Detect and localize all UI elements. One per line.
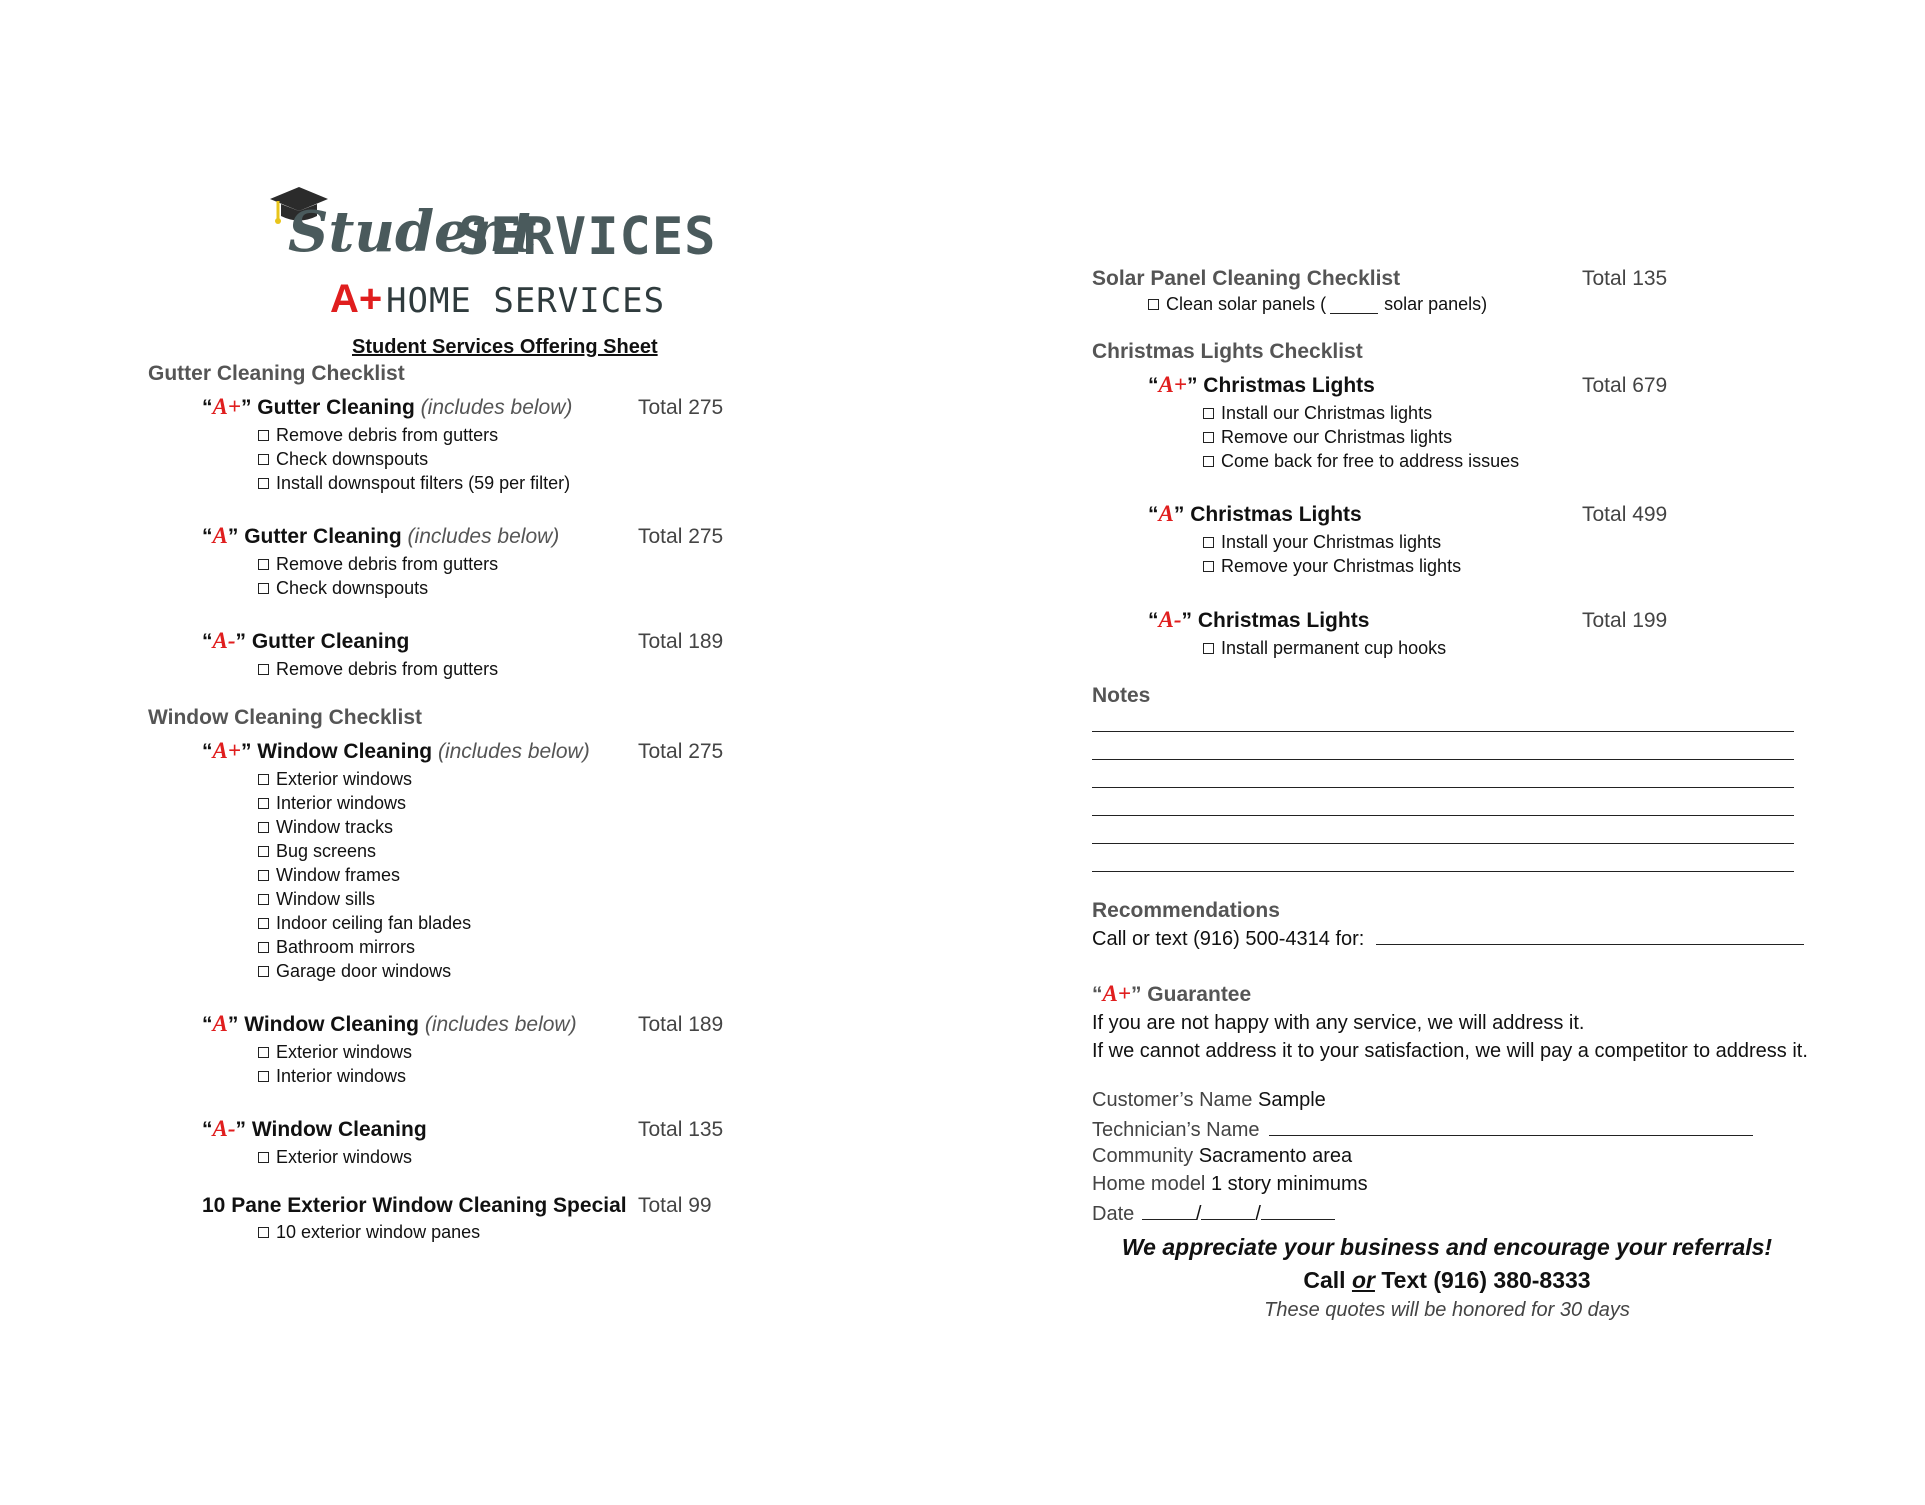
appreciation-line: We appreciate your business and encourage your referrals! bbox=[1121, 1234, 1773, 1260]
gutter-aminus-total: Total 189 bbox=[638, 630, 724, 653]
service-name: Gutter Cleaning bbox=[257, 396, 415, 419]
service-name: Gutter Cleaning bbox=[244, 525, 402, 548]
window-special-total: Total 99 bbox=[638, 1194, 712, 1217]
checklist-item[interactable] bbox=[258, 817, 393, 838]
guarantee-line-1: If you are not happy with any service, we will address it. bbox=[1092, 1012, 1585, 1034]
call-text-line bbox=[1092, 1267, 1802, 1294]
customer-name-value[interactable]: Sample bbox=[1257, 1089, 1326, 1111]
grade-mark: A bbox=[212, 1011, 228, 1036]
gutter-aminus-title: “A-” Gutter Cleaning bbox=[202, 628, 410, 653]
community-label: Community bbox=[1092, 1145, 1194, 1167]
grade-mark: A bbox=[212, 523, 228, 548]
checklist-item-label-suffix: solar panels) bbox=[1384, 294, 1488, 314]
checkbox-icon[interactable] bbox=[1203, 432, 1214, 443]
checkbox-icon[interactable] bbox=[258, 1047, 269, 1058]
gutter-heading: Gutter Cleaning Checklist bbox=[148, 362, 405, 385]
solar-heading: Solar Panel Cleaning Checklist bbox=[1092, 267, 1401, 290]
home-model-label: Home model bbox=[1092, 1173, 1206, 1195]
checklist-item[interactable] bbox=[258, 865, 400, 886]
gutter-a-total: Total 275 bbox=[638, 525, 724, 548]
window-aplus-title: “A+” Window Cleaning (includes below) bbox=[202, 738, 590, 763]
grade-mark: A+ bbox=[1158, 372, 1187, 397]
checkbox-icon[interactable] bbox=[258, 1071, 269, 1082]
home-model-row bbox=[1092, 1173, 1368, 1196]
checkbox-icon[interactable] bbox=[258, 1227, 269, 1238]
guarantee-heading: “A+” Guarantee bbox=[1092, 981, 1252, 1006]
recommendations-heading: Recommendations bbox=[1092, 899, 1280, 922]
checklist-item[interactable] bbox=[258, 554, 498, 575]
checklist-item[interactable] bbox=[258, 769, 412, 790]
gutter-aplus-total: Total 275 bbox=[638, 396, 724, 419]
date-month-blank[interactable] bbox=[1142, 1201, 1196, 1220]
customer-name-label: Customer’s Name bbox=[1092, 1089, 1253, 1111]
service-name: Christmas Lights bbox=[1203, 374, 1375, 397]
grade-mark: A+ bbox=[212, 394, 241, 419]
notes-line[interactable] bbox=[1092, 871, 1794, 872]
checklist-item[interactable] bbox=[258, 659, 498, 680]
service-name: Gutter Cleaning bbox=[251, 630, 410, 653]
service-name: Window Cleaning bbox=[244, 1013, 419, 1036]
checkbox-icon[interactable] bbox=[258, 846, 269, 857]
logo-aplus-mark: A+ bbox=[330, 277, 383, 321]
checklist-item[interactable] bbox=[1203, 638, 1446, 659]
checklist-item-label: Remove debris from gutters bbox=[276, 659, 499, 679]
checklist-item[interactable] bbox=[258, 1066, 406, 1087]
checklist-item-label: Remove your Christmas lights bbox=[1221, 556, 1462, 576]
grade-mark: A- bbox=[212, 628, 236, 653]
christmas-heading: Christmas Lights Checklist bbox=[1092, 340, 1363, 363]
phone-number[interactable]: Text (916) 380-8333 bbox=[1381, 1267, 1591, 1293]
checkbox-icon[interactable] bbox=[1148, 299, 1159, 310]
honored-note: These quotes will be honored for 30 days bbox=[1264, 1299, 1630, 1321]
grade-mark: A bbox=[1158, 501, 1174, 526]
checkbox-icon[interactable] bbox=[258, 454, 269, 465]
window-aplus-total: Total 275 bbox=[638, 740, 724, 763]
checklist-item-label: Install your Christmas lights bbox=[1221, 532, 1442, 552]
checklist-item[interactable] bbox=[258, 578, 428, 599]
service-name: Window Cleaning bbox=[257, 740, 433, 763]
logo bbox=[268, 185, 728, 325]
checklist-item-label: Exterior windows bbox=[276, 769, 413, 789]
checkbox-icon[interactable] bbox=[1203, 537, 1214, 548]
checklist-item-label: Check downspouts bbox=[276, 578, 429, 598]
checklist-item-label: Garage door windows bbox=[276, 961, 452, 981]
date-year-blank[interactable] bbox=[1261, 1201, 1335, 1220]
notes-line[interactable] bbox=[1092, 787, 1794, 788]
checkbox-icon[interactable] bbox=[258, 1152, 269, 1163]
logo-home-services-text: HOME SERVICES bbox=[386, 281, 666, 321]
checklist-item[interactable] bbox=[1203, 556, 1461, 577]
grade-mark: A- bbox=[212, 1116, 236, 1141]
checklist-item-label: Remove debris from gutters bbox=[276, 554, 499, 574]
christmas-a-total: Total 499 bbox=[1582, 503, 1668, 526]
checklist-item-label: Interior windows bbox=[276, 1066, 407, 1086]
service-note: (includes below) bbox=[407, 525, 560, 548]
notes-line[interactable] bbox=[1092, 759, 1794, 760]
date-label: Date bbox=[1092, 1203, 1135, 1225]
grade-mark: A+ bbox=[212, 738, 241, 763]
checklist-item[interactable] bbox=[258, 1147, 412, 1168]
community-row bbox=[1092, 1145, 1352, 1168]
checklist-item[interactable] bbox=[1148, 294, 1487, 315]
checkbox-icon[interactable] bbox=[1203, 456, 1214, 467]
community-value[interactable]: Sacramento area bbox=[1198, 1145, 1353, 1167]
logo-services-text: SERVICES bbox=[458, 207, 717, 267]
service-note: (includes below) bbox=[437, 740, 590, 763]
checklist-item[interactable] bbox=[1203, 532, 1441, 553]
gutter-aplus-title: “A+” Gutter Cleaning (includes below) bbox=[202, 394, 573, 419]
solar-total: Total 135 bbox=[1582, 267, 1668, 290]
checklist-item[interactable] bbox=[1203, 403, 1432, 424]
logo-student-text: Student bbox=[288, 199, 537, 265]
checkbox-icon[interactable] bbox=[258, 918, 269, 929]
or-label: or bbox=[1351, 1267, 1375, 1293]
window-a-total: Total 189 bbox=[638, 1013, 724, 1036]
technician-name-label: Technician’s Name bbox=[1092, 1119, 1260, 1141]
checklist-item-label: Install permanent cup hooks bbox=[1221, 638, 1447, 658]
service-name: Window Cleaning bbox=[251, 1118, 427, 1141]
home-model-value[interactable]: 1 story minimums bbox=[1210, 1173, 1368, 1195]
service-name: Christmas Lights bbox=[1197, 609, 1370, 632]
checkbox-icon[interactable] bbox=[258, 870, 269, 881]
checklist-item-label: Remove debris from gutters bbox=[276, 425, 499, 445]
call-label: Call bbox=[1303, 1267, 1346, 1293]
date-day-blank[interactable] bbox=[1201, 1201, 1255, 1220]
checklist-item[interactable] bbox=[258, 449, 428, 470]
checklist-item-label: Exterior windows bbox=[276, 1147, 413, 1167]
christmas-aplus-title: “A+” Christmas Lights bbox=[1148, 372, 1375, 397]
checklist-item-label: Come back for free to address issues bbox=[1221, 451, 1520, 471]
notes-line[interactable] bbox=[1092, 815, 1794, 816]
checkbox-icon[interactable] bbox=[258, 822, 269, 833]
gutter-a-title: “A” Gutter Cleaning (includes below) bbox=[202, 523, 560, 548]
checkbox-icon[interactable] bbox=[258, 774, 269, 785]
customer-name-row bbox=[1092, 1089, 1326, 1112]
checkbox-icon[interactable] bbox=[258, 583, 269, 594]
guarantee-title: Guarantee bbox=[1147, 983, 1252, 1006]
checklist-item[interactable] bbox=[258, 1042, 412, 1063]
service-note: (includes below) bbox=[424, 1013, 577, 1036]
checkbox-icon[interactable] bbox=[258, 664, 269, 675]
christmas-aplus-total: Total 679 bbox=[1582, 374, 1668, 397]
checklist-item-label: Window frames bbox=[276, 865, 401, 885]
checkbox-icon[interactable] bbox=[258, 966, 269, 977]
checklist-item-label: Clean solar panels ( bbox=[1166, 294, 1327, 314]
checklist-item[interactable] bbox=[1203, 451, 1519, 472]
window-special-title: 10 Pane Exterior Window Cleaning Special bbox=[202, 1194, 627, 1217]
christmas-aminus-title: “A-” Christmas Lights bbox=[1148, 607, 1370, 632]
checklist-item[interactable] bbox=[258, 841, 376, 862]
checklist-item[interactable] bbox=[258, 961, 451, 982]
checklist-item[interactable] bbox=[258, 937, 415, 958]
checklist-item-label: 10 exterior window panes bbox=[276, 1222, 481, 1242]
checkbox-icon[interactable] bbox=[1203, 561, 1214, 572]
checklist-item-label: Bug screens bbox=[276, 841, 377, 861]
window-heading: Window Cleaning Checklist bbox=[148, 706, 423, 729]
notes-line[interactable] bbox=[1092, 731, 1794, 732]
checklist-item-label: Check downspouts bbox=[276, 449, 429, 469]
service-name: Christmas Lights bbox=[1190, 503, 1362, 526]
checkbox-icon[interactable] bbox=[258, 430, 269, 441]
checkbox-icon[interactable] bbox=[1203, 643, 1214, 654]
checklist-item-label: Remove our Christmas lights bbox=[1221, 427, 1453, 447]
checklist-item[interactable] bbox=[258, 793, 406, 814]
checkbox-icon[interactable] bbox=[258, 798, 269, 809]
checklist-item[interactable] bbox=[258, 425, 498, 446]
recommendations-text: Call or text (916) 500-4314 for: bbox=[1092, 928, 1365, 950]
checklist-item[interactable] bbox=[258, 473, 570, 494]
checklist-item-label: Interior windows bbox=[276, 793, 407, 813]
checkbox-icon[interactable] bbox=[258, 894, 269, 905]
checkbox-icon[interactable] bbox=[258, 559, 269, 570]
checklist-item[interactable] bbox=[258, 913, 471, 934]
checklist-item[interactable] bbox=[258, 1222, 480, 1243]
grade-mark: A- bbox=[1158, 607, 1182, 632]
guarantee-line-2: If we cannot address it to your satisfaction, we will pay a competitor to address it. bbox=[1092, 1040, 1808, 1062]
checklist-item-label: Bathroom mirrors bbox=[276, 937, 416, 957]
checklist-item[interactable] bbox=[258, 889, 375, 910]
checklist-item-label: Install our Christmas lights bbox=[1221, 403, 1433, 423]
christmas-aminus-total: Total 199 bbox=[1582, 609, 1668, 632]
recommendations-blank[interactable] bbox=[1376, 926, 1804, 945]
notes-line[interactable] bbox=[1092, 843, 1794, 844]
solar-panel-count-blank[interactable] bbox=[1330, 295, 1378, 314]
recommendations-line bbox=[1092, 926, 1804, 951]
window-aminus-title: “A-” Window Cleaning bbox=[202, 1116, 427, 1141]
christmas-a-title: “A” Christmas Lights bbox=[1148, 501, 1362, 526]
sheet-title: Student Services Offering Sheet bbox=[352, 336, 658, 358]
date-row: Date / / bbox=[1092, 1201, 1335, 1226]
technician-name-row bbox=[1092, 1117, 1753, 1142]
checkbox-icon[interactable] bbox=[1203, 408, 1214, 419]
checklist-item-label: Exterior windows bbox=[276, 1042, 413, 1062]
checkbox-icon[interactable] bbox=[258, 478, 269, 489]
checklist-item-label: Window sills bbox=[276, 889, 376, 909]
technician-name-blank[interactable] bbox=[1269, 1117, 1753, 1136]
checklist-item-label: Window tracks bbox=[276, 817, 394, 837]
checklist-item-label: Indoor ceiling fan blades bbox=[276, 913, 472, 933]
checkbox-icon[interactable] bbox=[258, 942, 269, 953]
service-note: (includes below) bbox=[420, 396, 573, 419]
grade-mark: A+ bbox=[1102, 981, 1131, 1006]
checklist-item-label: Install downspout filters (59 per filter) bbox=[276, 473, 571, 493]
checklist-item[interactable] bbox=[1203, 427, 1452, 448]
notes-heading: Notes bbox=[1092, 684, 1151, 707]
window-aminus-total: Total 135 bbox=[638, 1118, 724, 1141]
window-a-title: “A” Window Cleaning (includes below) bbox=[202, 1011, 577, 1036]
